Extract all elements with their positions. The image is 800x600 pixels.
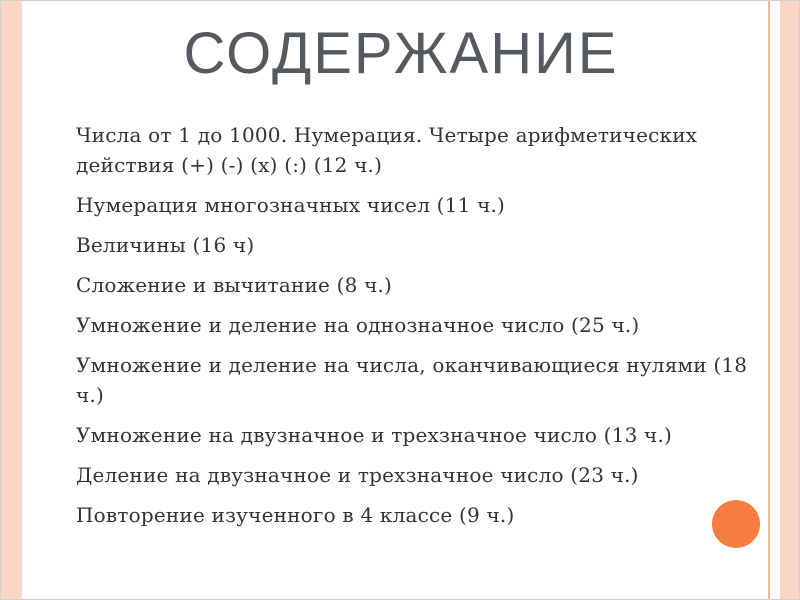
list-item: [50, 190, 750, 220]
slide-title: СОДЕРЖАНИЕ: [183, 21, 619, 86]
list-item-text: Величины (16 ч): [76, 233, 255, 257]
list-item: [50, 420, 750, 450]
list-item-text: Умножение и деление на числа, оканчивающиеся нулями (18 ч.): [76, 353, 748, 407]
slide: [22, 0, 780, 600]
left-decor-band: [0, 0, 22, 600]
list-item-text: Умножение на двузначное и трехзначное число (13 ч.): [76, 423, 673, 447]
list-item: [50, 230, 750, 260]
list-item-text: Повторение изученного в 4 классе (9 ч.): [76, 503, 515, 527]
list-item-text: Нумерация многозначных чисел (11 ч.): [76, 193, 506, 217]
orange-circle-icon: [712, 500, 760, 548]
list-item-text: Сложение и вычитание (8 ч.): [76, 273, 393, 297]
right-accent-line: [768, 0, 770, 600]
list-item-text: Умножение и деление на однозначное число (25 ч.): [76, 313, 640, 337]
list-item: [50, 310, 750, 340]
list-item-text: Числа от 1 до 1000. Нумерация. Четыре арифметических действия (+) (-) (x) (:) (12 ч.): [76, 123, 698, 177]
list-item: [50, 460, 750, 490]
list-item: [50, 500, 750, 530]
list-item: [50, 350, 750, 410]
contents-list: [50, 120, 750, 540]
list-item: [50, 270, 750, 300]
list-item-text: Деление на двузначное и трехзначное число (23 ч.): [76, 463, 639, 487]
right-decor-band: [780, 0, 800, 600]
list-item: [50, 120, 750, 180]
